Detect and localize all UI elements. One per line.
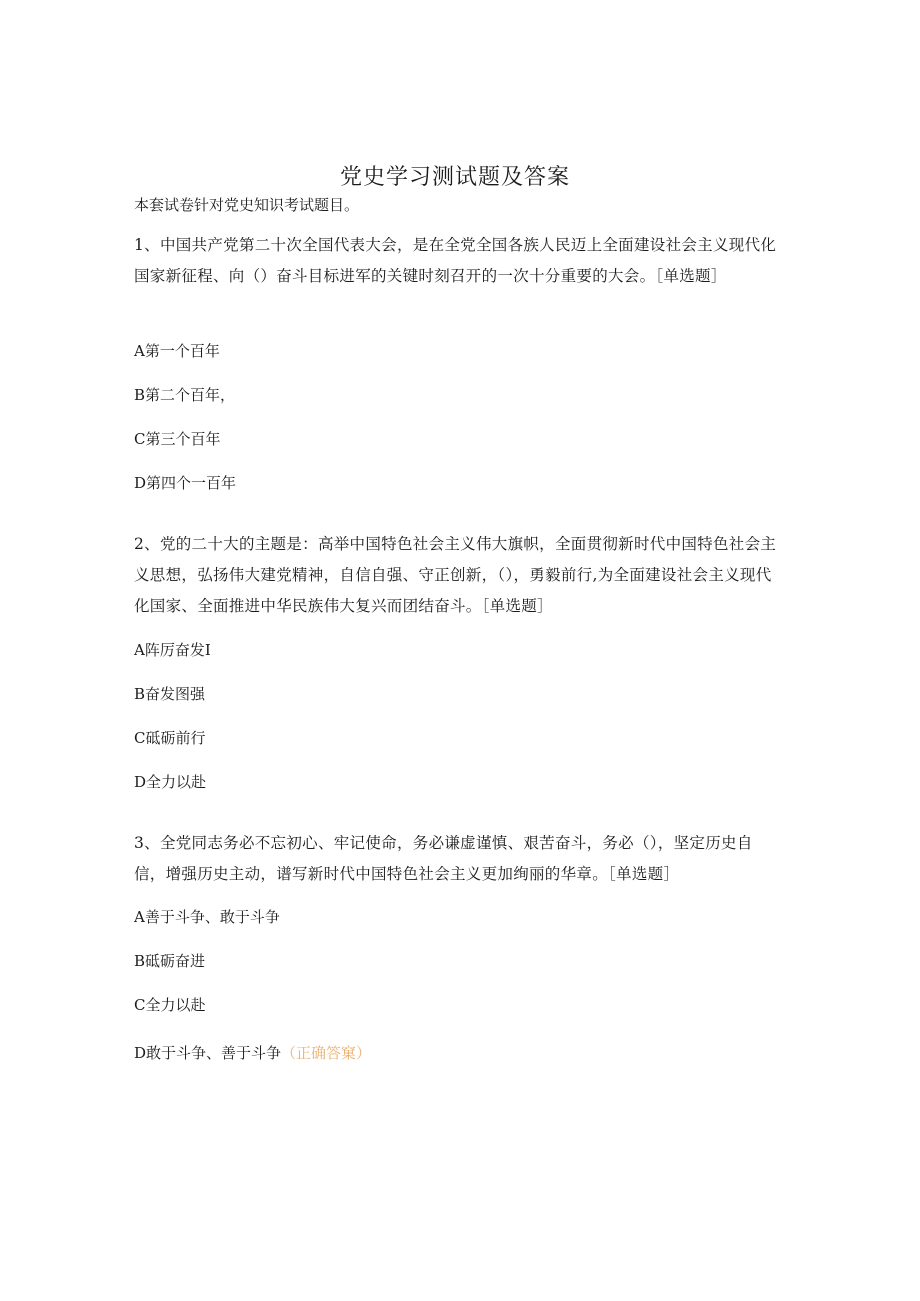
question-3-option-d-label: D敢于斗争、善于斗争 [134, 1044, 282, 1062]
question-1-text: 1、中国共产党第二十次全国代表大会，是在全党全国各族人民迈上全面建设社会主义现代化国家新征程、向（）奋斗目标进军的关键时刻召开的一次十分重要的大会。［单选题］ [134, 236, 777, 285]
question-3-option-c: C全力以赴 [134, 996, 206, 1014]
question-3-option-b: B砥砺奋进 [134, 952, 206, 970]
question-1-option-c: C第三个百年 [134, 430, 221, 448]
question-3-option-d [134, 1042, 371, 1064]
question-1-option-b: B第二个百年， [134, 386, 236, 404]
correct-answer-mark: （正确答窠） [281, 1044, 372, 1062]
document-title: 党史学习测试题及答案 [339, 165, 570, 190]
question-1-option-d: D第四个一百年 [134, 474, 237, 492]
question-3-option-a: A善于斗争、敢于斗争 [134, 908, 280, 926]
question-1-option-a: A第一个百年 [134, 342, 220, 360]
question-2-option-a: A阵厉奋发I [134, 641, 211, 659]
question-2-option-c: C砥砺前行 [134, 729, 206, 747]
question-2-text: 2、党的二十大的主题是：高举中国特色社会主义伟大旗帜，全面贯彻新时代中国特色社会主义思想，弘扬伟大建党精神，自信自强、守正创新，（），勇毅前行,为全面建设社会主义现代化国家、全面推进中华民族伟大复兴而团结奋斗。［单选题］ [134, 535, 777, 615]
question-2-option-d: D全力以赴 [134, 773, 207, 791]
question-2-option-b: B奋发图强 [134, 685, 206, 703]
question-3-text: 3、全党同志务必不忘初心、牢记使命，务必谦虚谨慎、艰苦奋斗，务必（），坚定历史自信，增强历史主动，谱写新时代中国特色社会主义更加绚丽的华章。［单选题］ [134, 834, 753, 883]
document-intro: 本套试卷针对党史知识考试题目。 [134, 196, 360, 214]
